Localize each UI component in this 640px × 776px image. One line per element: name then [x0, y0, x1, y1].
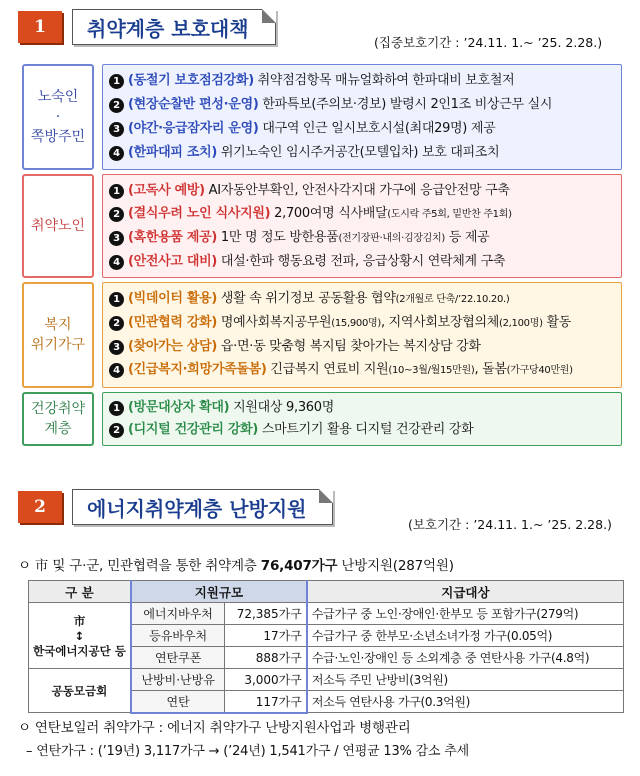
group-label: 노숙인 · 쪽방주민	[22, 64, 94, 170]
numbered-bullet-icon: 1	[109, 292, 124, 307]
group-items	[102, 282, 622, 388]
section1-period: (집중보호기간 : ’24.11. 1.~ ’25. 2.28.)	[374, 35, 603, 50]
list-item: 1 (빅데이터 활용) 생활 속 위기정보 공동활용 협약(2개월로 단축/’22.10.20.)	[109, 288, 615, 311]
group-homeless	[22, 64, 622, 170]
numbered-bullet-icon: 3	[109, 122, 124, 137]
section2-header	[18, 488, 333, 526]
section1-header	[18, 8, 276, 46]
numbered-bullet-icon: 2	[109, 316, 124, 331]
category-city-kea: 市 ↕ 한국에너지공단 등	[29, 603, 131, 669]
list-item: 1 (동절기 보호점검강화) 취약점검항목 매뉴얼화하여 한파대비 보호철저	[109, 70, 615, 92]
table-row: 市 ↕ 한국에너지공단 등 에너지바우처 72,385가구 수급가구 중 노인·장애인·한부모 등 포함가구(279억)	[29, 603, 624, 625]
up-down-arrow-icon: ↕	[74, 628, 85, 643]
header-category: 구 분	[29, 581, 131, 603]
numbered-bullet-icon: 3	[109, 231, 124, 246]
numbered-bullet-icon: 2	[109, 423, 124, 438]
list-item: 3 (혹한용품 제공) 1만 명 정도 방한용품(전기장판·내의·김장김치) 등 제공	[109, 227, 615, 250]
section2-number-badge: 2	[18, 491, 62, 523]
table-row: 연탄쿠폰 888가구 수급·노인·장애인 등 소외계층 중 연탄사용 가구(4.8억)	[29, 647, 624, 669]
section2-title: 에너지취약계층 난방지원	[72, 489, 333, 525]
category-community-chest: 공동모금회	[29, 669, 131, 713]
table-row: 등유바우처 17가구 수급가구 중 한부모·소년소녀가정 가구(0.05억)	[29, 625, 624, 647]
list-item: 1 (고독사 예방) AI자동안부확인, 안전사각지대 가구에 응급안전망 구축	[109, 180, 615, 202]
table-row: 공동모금회 난방비·난방유 3,000가구 저소득 주민 난방비(3억원)	[29, 669, 624, 691]
list-item: 4 (긴급복지·희망가족돌봄) 긴급복지 연료비 지원(10~3월/월15만원), 돌봄(가구당40만원)	[109, 359, 615, 382]
numbered-bullet-icon: 1	[109, 184, 124, 199]
numbered-bullet-icon: 4	[109, 363, 124, 378]
group-label: 취약노인	[22, 174, 94, 278]
list-item: 2 (민관협력 강화) 명예사회복지공무원(15,900명), 지역사회보장협의체(2,100명) 활동	[109, 312, 615, 335]
section1-number-badge: 1	[18, 11, 62, 43]
heating-support-table	[28, 580, 624, 714]
list-item: 2 (현장순찰반 편성·운영) 한파특보(주의보·경보) 발령시 2인1조 비상근무 실시	[109, 94, 615, 116]
numbered-bullet-icon: 4	[109, 255, 124, 270]
numbered-bullet-icon: 2	[109, 98, 124, 113]
list-item: 3 (찾아가는 상담) 읍·면·동 맞춤형 복지팀 찾아가는 복지상담 강화	[109, 336, 615, 358]
briquette-trend: – 연탄가구 : (’19년) 3,117가구 → (’24년) 1,541가구 / 연평균 13% 감소 추세	[26, 744, 469, 759]
group-vulnerable-elderly	[22, 174, 622, 278]
list-item: 2 (디지털 건강관리 강화) 스마트기기 활용 디지털 건강관리 강화	[109, 419, 615, 441]
group-welfare-crisis	[22, 282, 622, 388]
numbered-bullet-icon: 4	[109, 146, 124, 161]
numbered-bullet-icon: 1	[109, 74, 124, 89]
list-item: 2 (결식우려 노인 식사지원) 2,700여명 식사배달(도시락 주5회, 밑반찬 주1회)	[109, 203, 615, 226]
section1-title: 취약계층 보호대책	[72, 9, 276, 45]
group-label: 건강취약 계층	[22, 392, 94, 446]
list-item: 4 (안전사고 대비) 대설·한파 행동요령 전파, 응급상황시 연락체계 구축	[109, 251, 615, 273]
table-row: 연탄 117가구 저소득 연탄사용 가구(0.3억원)	[29, 691, 624, 713]
group-items	[102, 174, 622, 278]
group-label: 복지 위기가구	[22, 282, 94, 388]
briquette-note: ㅇ 연탄보일러 취약가구 : 에너지 취약가구 난방지원사업과 병행관리	[18, 720, 411, 736]
group-items	[102, 392, 622, 446]
numbered-bullet-icon: 3	[109, 340, 124, 355]
header-target: 지급대상	[307, 581, 624, 603]
numbered-bullet-icon: 1	[109, 401, 124, 416]
group-items	[102, 64, 622, 170]
section2-period: (보호기간 : ’24.11. 1.~ ’25. 2.28.)	[408, 517, 612, 532]
list-item: 1 (방문대상자 확대) 지원대상 9,360명	[109, 397, 615, 419]
section2-intro: ㅇ 市 및 구·군, 민관협력을 통한 취약계층 76,407가구 난방지원(287억원)	[18, 558, 454, 574]
list-item: 4 (한파대피 조치) 위기노숙인 임시주거공간(모텔입차) 보호 대피조치	[109, 142, 615, 164]
group-health-vulnerable	[22, 392, 622, 446]
header-scale: 지원규모	[131, 581, 307, 603]
table-header-row	[29, 581, 624, 603]
list-item: 3 (야간·응급잠자리 운영) 대구역 인근 일시보호시설(최대29명) 제공	[109, 118, 615, 140]
numbered-bullet-icon: 2	[109, 207, 124, 222]
